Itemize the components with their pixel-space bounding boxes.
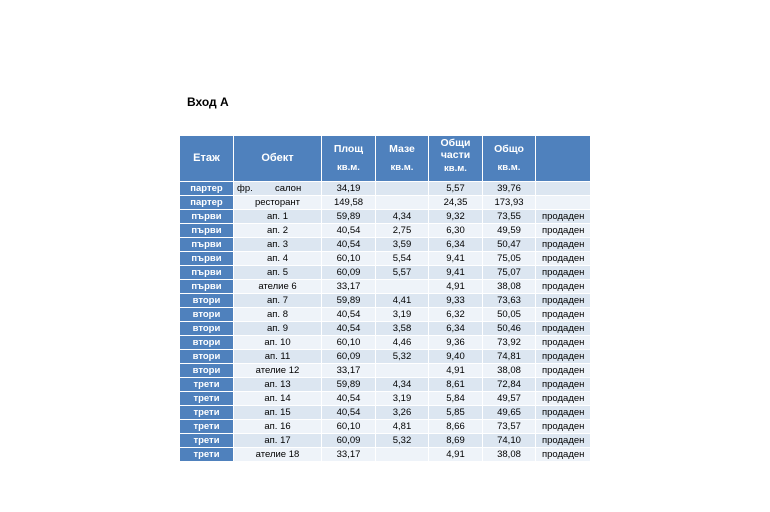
area-cell: 40,54 — [322, 406, 376, 420]
floor-cell: трети — [180, 420, 234, 434]
status-cell: продаден — [536, 378, 591, 392]
object-cell: ап. 13 — [234, 378, 322, 392]
object-cell: ап. 4 — [234, 252, 322, 266]
object-cell: ап. 14 — [234, 392, 322, 406]
floor-cell: втори — [180, 336, 234, 350]
common-parts-cell: 9,41 — [429, 252, 483, 266]
basement-cell — [376, 364, 429, 378]
object-cell: ресторант — [234, 196, 322, 210]
object-prefix: фр. — [237, 183, 253, 194]
total-cell: 173,93 — [483, 196, 536, 210]
area-cell: 33,17 — [322, 448, 376, 462]
common-parts-cell: 9,33 — [429, 294, 483, 308]
table-row — [180, 364, 591, 378]
common-parts-cell: 24,35 — [429, 196, 483, 210]
object-cell: ателие 18 — [234, 448, 322, 462]
table-row — [180, 392, 591, 406]
table-row — [180, 350, 591, 364]
basement-cell: 5,54 — [376, 252, 429, 266]
area-cell: 33,17 — [322, 364, 376, 378]
header-common-parts: Общи части кв.м. — [429, 136, 483, 182]
total-cell: 75,05 — [483, 252, 536, 266]
floor-cell: втори — [180, 322, 234, 336]
object-cell: ап. 3 — [234, 238, 322, 252]
table-row — [180, 224, 591, 238]
floor-cell: първи — [180, 210, 234, 224]
object-cell: ателие 12 — [234, 364, 322, 378]
common-parts-cell: 6,34 — [429, 238, 483, 252]
status-cell: продаден — [536, 434, 591, 448]
status-cell: продаден — [536, 238, 591, 252]
area-cell: 33,17 — [322, 280, 376, 294]
total-cell: 38,08 — [483, 448, 536, 462]
floor-cell: първи — [180, 266, 234, 280]
header-floor: Етаж — [180, 136, 234, 182]
common-parts-cell: 4,91 — [429, 280, 483, 294]
area-cell: 59,89 — [322, 210, 376, 224]
status-cell: продаден — [536, 420, 591, 434]
basement-cell: 3,19 — [376, 392, 429, 406]
total-cell: 74,10 — [483, 434, 536, 448]
object-cell: ап. 1 — [234, 210, 322, 224]
area-cell: 60,09 — [322, 434, 376, 448]
total-cell: 39,76 — [483, 182, 536, 196]
table-row — [180, 196, 591, 210]
common-parts-cell: 5,57 — [429, 182, 483, 196]
basement-cell — [376, 280, 429, 294]
status-cell: продаден — [536, 322, 591, 336]
table-row — [180, 238, 591, 252]
area-cell: 59,89 — [322, 294, 376, 308]
status-cell: продаден — [536, 308, 591, 322]
basement-cell: 3,19 — [376, 308, 429, 322]
object-cell: ап. 8 — [234, 308, 322, 322]
total-cell: 49,65 — [483, 406, 536, 420]
table-row — [180, 280, 591, 294]
area-cell: 40,54 — [322, 308, 376, 322]
table-body — [180, 182, 591, 462]
header-basement: Мазе кв.м. — [376, 136, 429, 182]
total-cell: 75,07 — [483, 266, 536, 280]
total-cell: 38,08 — [483, 280, 536, 294]
table-row — [180, 252, 591, 266]
table-row — [180, 378, 591, 392]
object-cell: ап. 10 — [234, 336, 322, 350]
status-cell: продаден — [536, 392, 591, 406]
common-parts-cell: 9,36 — [429, 336, 483, 350]
object-name: салон — [275, 183, 302, 194]
common-parts-cell: 5,85 — [429, 406, 483, 420]
total-cell: 74,81 — [483, 350, 536, 364]
area-cell: 60,09 — [322, 350, 376, 364]
status-cell — [536, 182, 591, 196]
area-cell: 40,54 — [322, 392, 376, 406]
basement-cell: 4,34 — [376, 378, 429, 392]
status-cell: продаден — [536, 266, 591, 280]
object-cell: ап. 2 — [234, 224, 322, 238]
area-cell: 60,10 — [322, 252, 376, 266]
apartments-table — [179, 135, 591, 462]
total-cell: 72,84 — [483, 378, 536, 392]
table-row — [180, 266, 591, 280]
status-cell: продаден — [536, 252, 591, 266]
object-cell: ап. 17 — [234, 434, 322, 448]
floor-cell: партер — [180, 182, 234, 196]
total-cell: 50,47 — [483, 238, 536, 252]
common-parts-cell: 9,41 — [429, 266, 483, 280]
area-cell: 40,54 — [322, 224, 376, 238]
floor-cell: втори — [180, 308, 234, 322]
total-cell: 50,05 — [483, 308, 536, 322]
object-cell: ап. 11 — [234, 350, 322, 364]
floor-cell: трети — [180, 392, 234, 406]
floor-cell: трети — [180, 378, 234, 392]
floor-cell: партер — [180, 196, 234, 210]
header-object: Обект — [234, 136, 322, 182]
basement-cell: 3,58 — [376, 322, 429, 336]
area-cell: 60,10 — [322, 336, 376, 350]
area-cell: 149,58 — [322, 196, 376, 210]
total-cell: 73,55 — [483, 210, 536, 224]
table-row — [180, 210, 591, 224]
basement-cell — [376, 196, 429, 210]
object-cell: ап. 9 — [234, 322, 322, 336]
table-row — [180, 420, 591, 434]
area-cell: 59,89 — [322, 378, 376, 392]
basement-cell: 4,34 — [376, 210, 429, 224]
total-cell: 73,63 — [483, 294, 536, 308]
table-row — [180, 308, 591, 322]
header-area: Площ кв.м. — [322, 136, 376, 182]
floor-cell: първи — [180, 224, 234, 238]
object-cell: ап. 7 — [234, 294, 322, 308]
status-cell: продаден — [536, 364, 591, 378]
floor-cell: втори — [180, 294, 234, 308]
common-parts-cell: 6,34 — [429, 322, 483, 336]
floor-cell: втори — [180, 364, 234, 378]
total-cell: 38,08 — [483, 364, 536, 378]
floor-cell: първи — [180, 238, 234, 252]
basement-cell — [376, 182, 429, 196]
basement-cell: 3,59 — [376, 238, 429, 252]
table-row — [180, 182, 591, 196]
floor-cell: първи — [180, 252, 234, 266]
basement-cell: 4,81 — [376, 420, 429, 434]
status-cell: продаден — [536, 350, 591, 364]
table-header-row — [180, 136, 591, 182]
object-cell: ателие 6 — [234, 280, 322, 294]
basement-cell: 4,41 — [376, 294, 429, 308]
area-cell: 60,09 — [322, 266, 376, 280]
table-row — [180, 406, 591, 420]
status-cell: продаден — [536, 280, 591, 294]
basement-cell — [376, 448, 429, 462]
header-status — [536, 136, 591, 182]
status-cell: продаден — [536, 336, 591, 350]
status-cell: продаден — [536, 210, 591, 224]
status-cell: продаден — [536, 406, 591, 420]
common-parts-cell: 6,32 — [429, 308, 483, 322]
basement-cell: 5,32 — [376, 434, 429, 448]
basement-cell: 3,26 — [376, 406, 429, 420]
table-row — [180, 294, 591, 308]
total-cell: 73,92 — [483, 336, 536, 350]
area-cell: 60,10 — [322, 420, 376, 434]
object-cell: ап. 15 — [234, 406, 322, 420]
basement-cell: 4,46 — [376, 336, 429, 350]
total-cell: 73,57 — [483, 420, 536, 434]
status-cell: продаден — [536, 224, 591, 238]
basement-cell: 2,75 — [376, 224, 429, 238]
common-parts-cell: 5,84 — [429, 392, 483, 406]
floor-cell: трети — [180, 434, 234, 448]
common-parts-cell: 8,61 — [429, 378, 483, 392]
table-row — [180, 434, 591, 448]
status-cell: продаден — [536, 294, 591, 308]
total-cell: 49,57 — [483, 392, 536, 406]
floor-cell: първи — [180, 280, 234, 294]
table-row — [180, 448, 591, 462]
total-cell: 49,59 — [483, 224, 536, 238]
status-cell — [536, 196, 591, 210]
object-cell — [234, 182, 322, 196]
floor-cell: трети — [180, 406, 234, 420]
floor-cell: втори — [180, 350, 234, 364]
common-parts-cell: 9,40 — [429, 350, 483, 364]
page-title: Вход А — [187, 95, 229, 109]
common-parts-cell: 9,32 — [429, 210, 483, 224]
area-cell: 40,54 — [322, 322, 376, 336]
table-row — [180, 322, 591, 336]
area-cell: 34,19 — [322, 182, 376, 196]
object-cell: ап. 5 — [234, 266, 322, 280]
common-parts-cell: 8,66 — [429, 420, 483, 434]
total-cell: 50,46 — [483, 322, 536, 336]
status-cell: продаден — [536, 448, 591, 462]
basement-cell: 5,32 — [376, 350, 429, 364]
common-parts-cell: 4,91 — [429, 364, 483, 378]
floor-cell: трети — [180, 448, 234, 462]
common-parts-cell: 6,30 — [429, 224, 483, 238]
area-cell: 40,54 — [322, 238, 376, 252]
header-total: Общо кв.м. — [483, 136, 536, 182]
basement-cell: 5,57 — [376, 266, 429, 280]
table-row — [180, 336, 591, 350]
object-cell: ап. 16 — [234, 420, 322, 434]
common-parts-cell: 4,91 — [429, 448, 483, 462]
common-parts-cell: 8,69 — [429, 434, 483, 448]
